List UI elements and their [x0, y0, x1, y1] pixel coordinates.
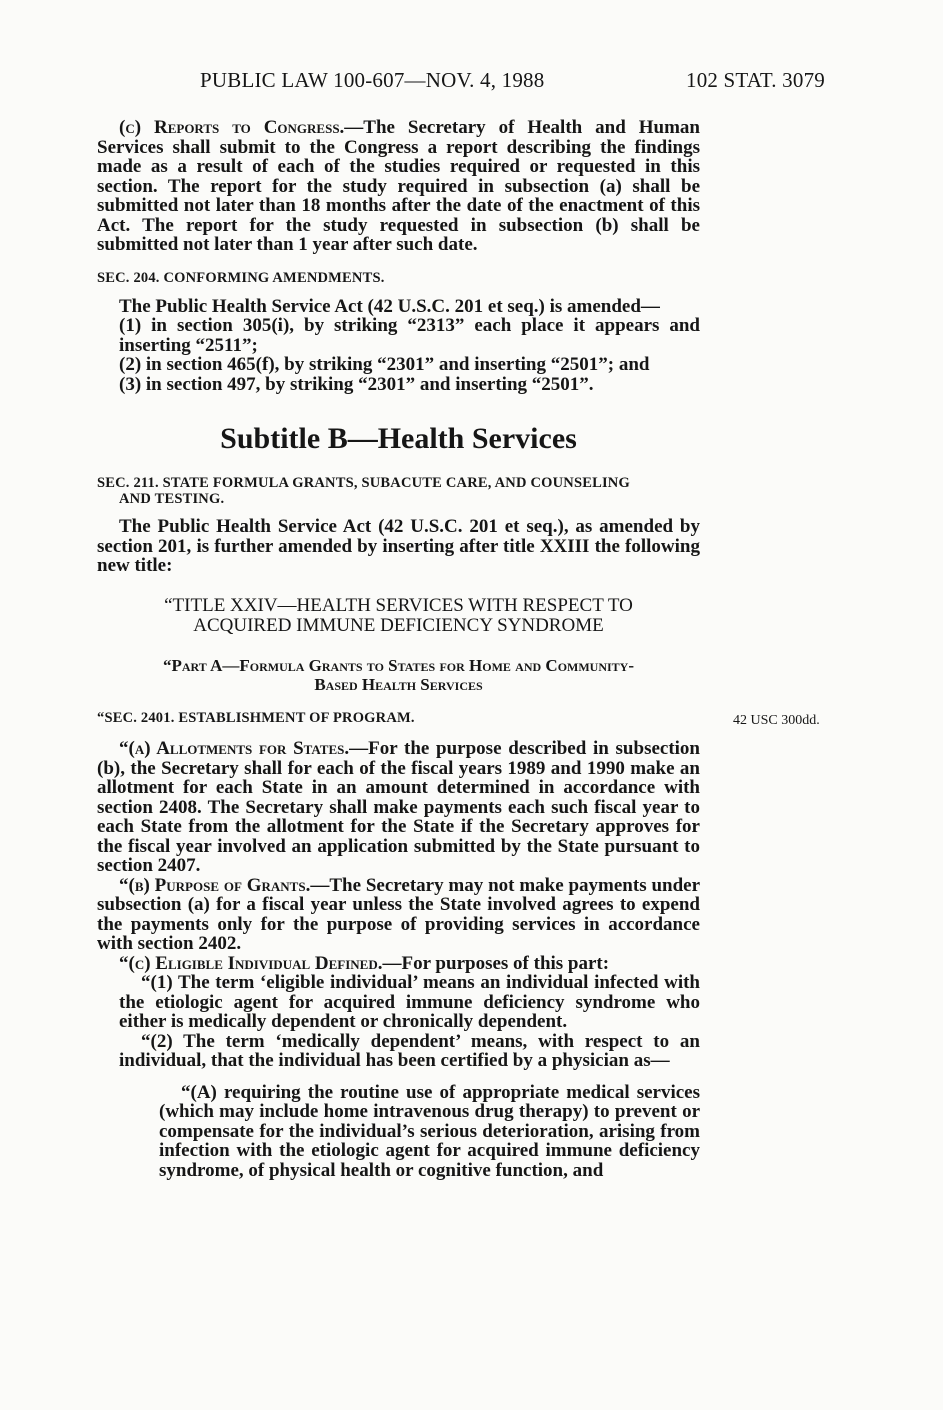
section-heading-211-line1: SEC. 211. STATE FORMULA GRANTS, SUBACUTE CARE, AND COUNSELING — [97, 475, 630, 491]
subsection-c-text: —For purposes of this part: — [382, 952, 610, 974]
section-heading-204: SEC. 204. CONFORMING AMENDMENTS. — [97, 269, 385, 286]
subsection-b-text: —The Secretary may not make payments under subsection (a) for a fiscal year unless the State involved agrees to expend the payments only for the purpose of providing services in accordance with section 2402. — [97, 874, 701, 954]
title-xxiv-heading — [97, 596, 700, 635]
section-211 — [97, 475, 700, 576]
section-heading-2401: “SEC. 2401. ESTABLISHMENT OF PROGRAM. — [97, 710, 415, 726]
section-204-intro: The Public Health Service Act (42 U.S.C. 201 et seq.) is amended— — [119, 295, 660, 317]
paragraph-text: —The Secretary of Health and Human Services shall submit to the Congress a report describing the findings made as a result of each of the studies required or requested in this section. The report for the study required in subsection (a) shall be submitted not later than 18 months after the date of the enactment of this Act. The report for the study requested in subsection (b) shall be submitted not later than 1 year after such date. — [97, 117, 700, 255]
section-2401 — [97, 710, 700, 1180]
paragraph-label: (c) Reports to Congress. — [119, 117, 345, 138]
subsection-2401c — [97, 954, 700, 974]
page-number: 102 STAT. 3079 — [686, 68, 825, 92]
title-xxiv-line2: ACQUIRED IMMUNE DEFICIENCY SYNDROME — [193, 614, 604, 636]
margin-citation: 42 USC 300dd. — [733, 713, 820, 728]
section-204-item-3: (3) in section 497, by striking “2301” and inserting “2501”. — [119, 373, 594, 395]
part-a-line1: “Part A—Formula Grants to States for Home and Community- — [162, 656, 635, 675]
subsection-2401a — [97, 739, 700, 876]
paragraph-c1: “(1) The term ‘eligible individual’ means an individual infected with the etiologic agent for acquired immune deficiency syndrome who either is medically dependent or chronically dependent. — [119, 972, 700, 1032]
section-203c-and-204 — [97, 118, 700, 394]
subsection-c-label: “(c) Eligible Individual Defined. — [119, 952, 383, 974]
section-heading-211-line2: AND TESTING. — [119, 491, 225, 507]
section-211-intro: The Public Health Service Act (42 U.S.C. 201 et seq.), as amended by section 201, is further amended by inserting after title XXIII the following new title: — [97, 516, 700, 576]
section-204-item-2: (2) in section 465(f), by striking “2301” and inserting “2501”; and — [119, 354, 650, 375]
paragraph-c2: “(2) The term ‘medically dependent’ means, with respect to an individual, that the individual has been certified by a physician as— — [119, 1030, 700, 1071]
subtitle-heading: Subtitle B—Health Services — [220, 422, 577, 455]
subsection-b-label: “(b) Purpose of Grants. — [119, 874, 311, 896]
subsection-a-text: —For the purpose described in subsection (b), the Secretary shall for each of the fiscal years 1989 and 1990 make an allotment for each State in an amount determined in accordance with section 2408. The Secretary shall make payments each such fiscal year to each State from the allotment for the State if the Secretary approves for the fiscal year involved an application submitted by the State pursuant to section 2407. — [97, 738, 700, 876]
subsection-2401b — [97, 876, 700, 954]
running-header-left: PUBLIC LAW 100-607—NOV. 4, 1988 — [200, 68, 545, 92]
paragraph-c2A: “(A) requiring the routine use of appropriate medical services (which may include home intravenous drug therapy) to prevent or compensate for the individual’s serious deterioration, arising from infection with the etiologic agent for acquired immune deficiency syndrome, of physical health or cognitive function, and — [159, 1081, 700, 1181]
title-xxiv-line1: “TITLE XXIV—HEALTH SERVICES WITH RESPECT TO — [164, 595, 633, 616]
subsection-a-label: “(a) Allotments for States. — [119, 738, 350, 759]
section-204-item-1: (1) in section 305(i), by striking “2313” each place it appears and inserting “2511”; — [119, 315, 700, 356]
paragraph-203c — [97, 118, 700, 255]
part-a-heading — [97, 656, 700, 694]
part-a-line2: Based Health Services — [314, 675, 483, 694]
